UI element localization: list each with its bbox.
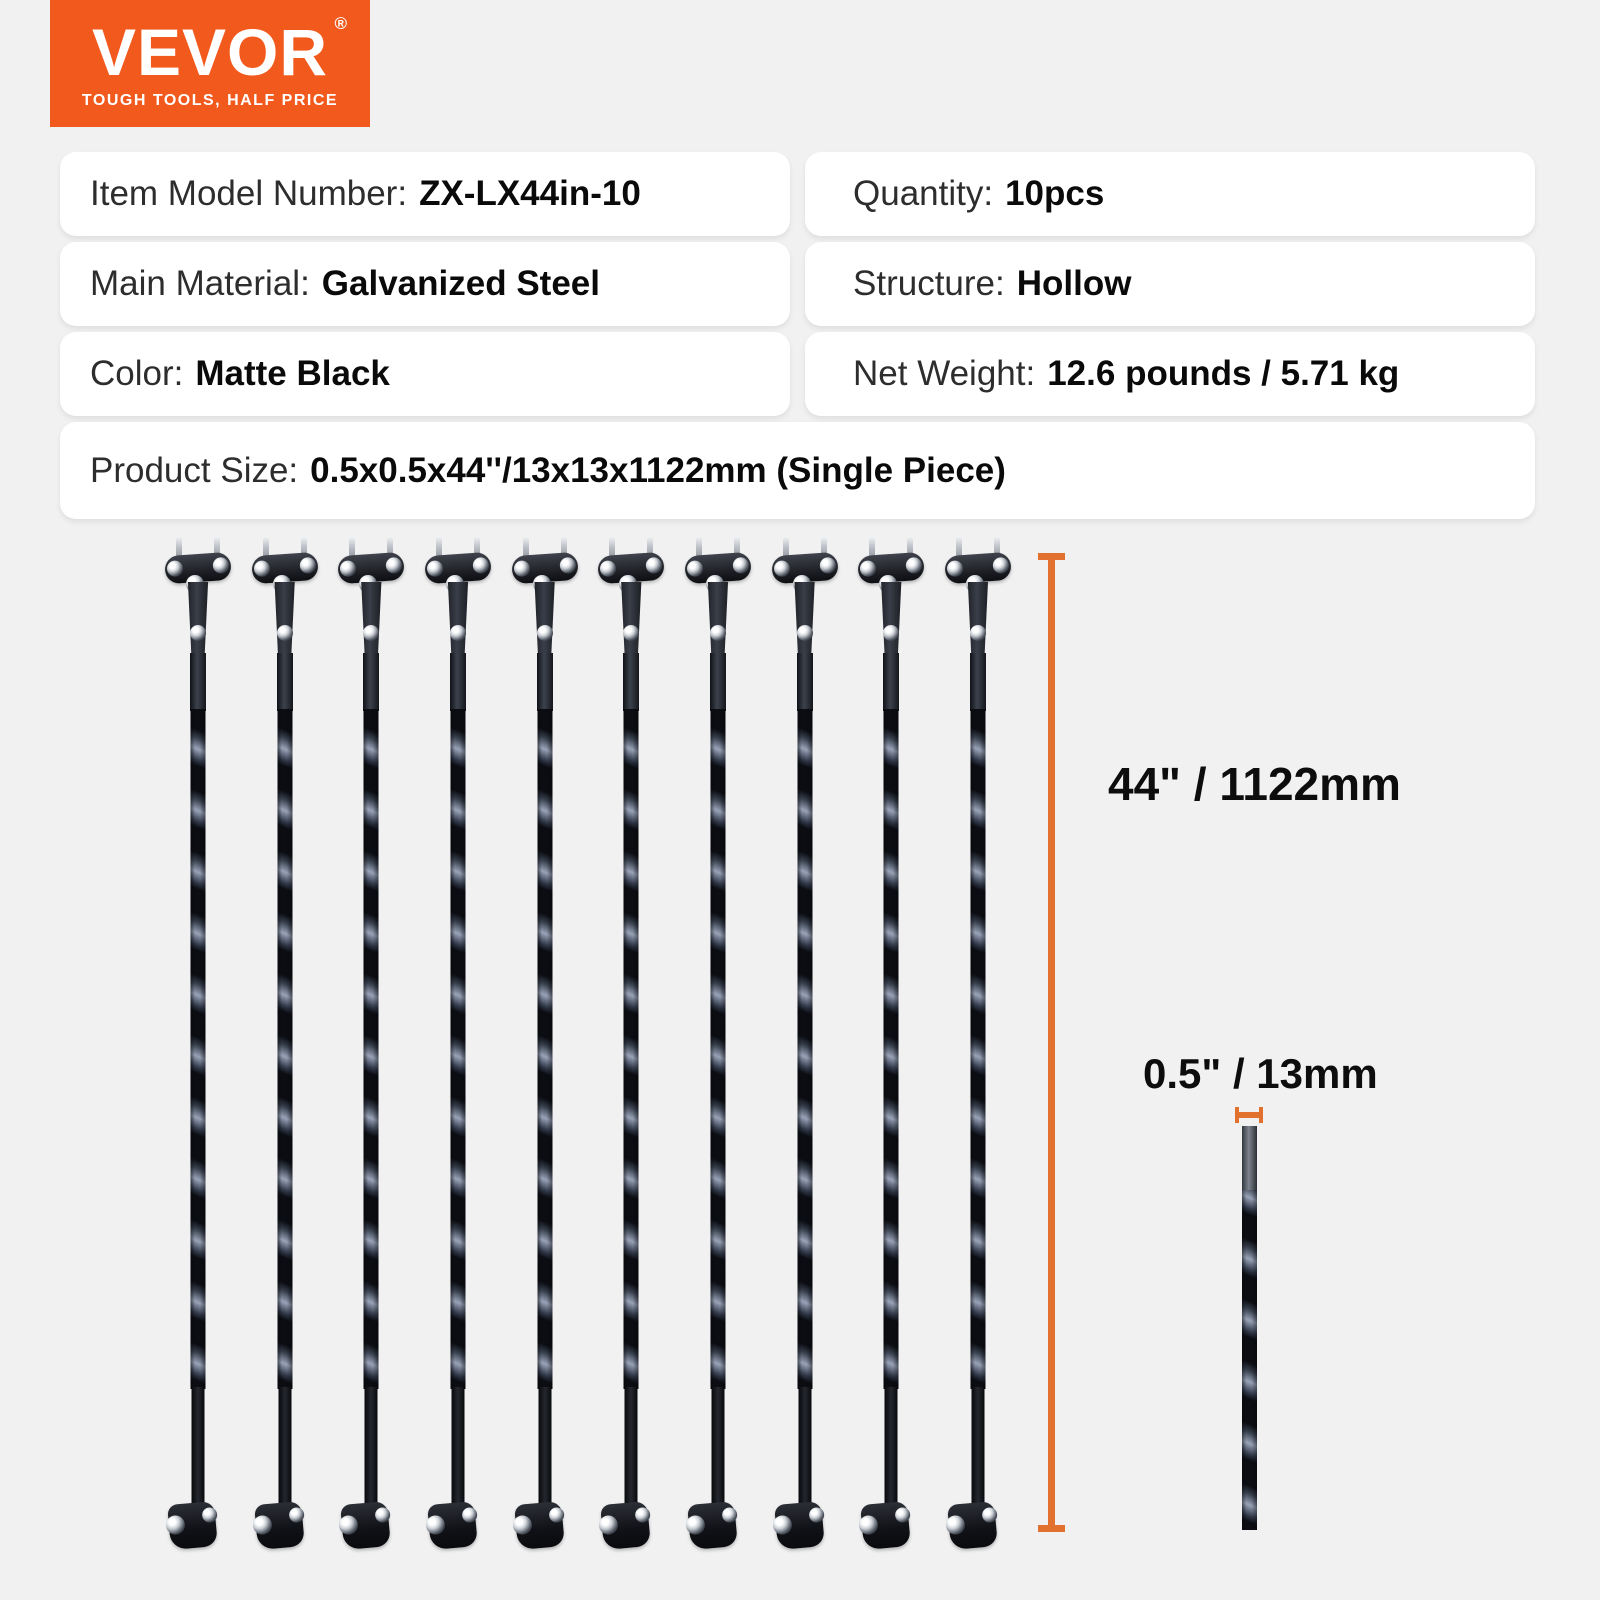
screw [559, 557, 576, 574]
spec-item-model-number [60, 152, 790, 236]
brand-name: VEVOR [91, 15, 329, 89]
spec-value: ZX-LX44in-10 [419, 174, 641, 213]
baluster-twist-section [710, 709, 725, 1389]
screw [773, 560, 790, 577]
baluster [328, 537, 414, 1549]
spec-quantity [805, 152, 1535, 236]
screw [732, 557, 749, 574]
screw [721, 1507, 737, 1523]
screw [512, 1515, 533, 1536]
height-measure-label: 44" / 1122mm [1108, 758, 1401, 810]
bottom-bracket [860, 1501, 911, 1550]
baluster-square-end [278, 1387, 291, 1507]
screw [808, 1507, 824, 1523]
baluster [415, 537, 501, 1549]
baluster-square-end [190, 653, 206, 711]
product-photo [0, 520, 1600, 1600]
screw [635, 1507, 651, 1523]
baluster-square-end [883, 653, 899, 711]
spec-label: Item Model Number: [90, 174, 408, 213]
screw [165, 1515, 186, 1536]
bottom-bracket [514, 1501, 565, 1550]
bracket-neck [446, 582, 470, 654]
baluster-twist-section [277, 709, 292, 1389]
spec-value: Hollow [1016, 264, 1132, 303]
bracket-neck [533, 582, 557, 654]
baluster [588, 537, 674, 1549]
baluster-square-end [538, 1387, 551, 1507]
spec-label: Structure: [853, 264, 1005, 303]
screw [797, 625, 813, 641]
screw [981, 1507, 997, 1523]
bracket-neck [186, 582, 210, 654]
bracket-neck [706, 582, 730, 654]
brand-tagline: TOUGH TOOLS, HALF PRICE [81, 92, 339, 109]
spec-structure [805, 242, 1535, 326]
screw [340, 560, 357, 577]
baluster-twist-section [450, 709, 465, 1389]
spec-label: Product Size: [90, 450, 299, 490]
bottom-bracket [427, 1501, 478, 1550]
screw [190, 625, 206, 641]
baluster-twist-section [364, 709, 379, 1389]
width-measure-bracket [1235, 1107, 1263, 1123]
spec-value: 0.5x0.5x44''/13x13x1122mm (Single Piece) [310, 450, 1006, 490]
bottom-bracket [774, 1501, 825, 1550]
baluster-square-end [885, 1387, 898, 1507]
baluster-square-end [192, 1387, 205, 1507]
baluster-square-end [450, 653, 466, 711]
screw [253, 560, 270, 577]
spec-main-material [60, 242, 790, 326]
screw [710, 625, 726, 641]
spec-color [60, 332, 790, 416]
bracket-neck [273, 582, 297, 654]
screw [945, 1515, 966, 1536]
baluster-twist-section [797, 709, 812, 1389]
screw [288, 1507, 304, 1523]
baluster-square-end [623, 653, 639, 711]
screw [819, 557, 836, 574]
screw [166, 560, 183, 577]
screw [252, 1515, 273, 1536]
screw [685, 1515, 706, 1536]
screw [461, 1507, 477, 1523]
baluster-twist-section [191, 709, 206, 1389]
spec-value: Matte Black [195, 354, 390, 393]
baluster-square-end [365, 1387, 378, 1507]
baluster-square-end [537, 653, 553, 711]
spec-product-size [60, 422, 1535, 519]
brand-wordmark [91, 14, 349, 89]
baluster-square-end [798, 1387, 811, 1507]
spec-value: Galvanized Steel [321, 264, 600, 303]
baluster [155, 537, 241, 1549]
screw [946, 560, 963, 577]
screw [338, 1515, 359, 1536]
spec-value: 12.6 pounds / 5.71 kg [1047, 354, 1400, 393]
baluster-square-end [710, 653, 726, 711]
spec-label: Net Weight: [853, 354, 1036, 393]
bottom-bracket [600, 1501, 651, 1550]
screw [646, 557, 663, 574]
baluster [848, 537, 934, 1549]
screw [212, 557, 229, 574]
screw [450, 625, 466, 641]
height-measure-line [1048, 553, 1055, 1532]
bottom-bracket [254, 1501, 305, 1550]
baluster-square-end [1242, 1126, 1257, 1190]
screw [860, 560, 877, 577]
baluster-twist-section [970, 709, 985, 1389]
baluster-square-end [797, 653, 813, 711]
baluster [242, 537, 328, 1549]
screw [513, 560, 530, 577]
bracket-neck [619, 582, 643, 654]
screw [858, 1515, 879, 1536]
spec-label: Main Material: [90, 264, 310, 303]
screw [548, 1507, 564, 1523]
screw [386, 557, 403, 574]
baluster-row [155, 537, 1021, 1549]
bottom-bracket [340, 1501, 391, 1550]
spec-net-weight [805, 332, 1535, 416]
single-baluster-closeup [1242, 1126, 1257, 1530]
spec-grid [60, 152, 1535, 519]
screw [686, 560, 703, 577]
baluster-square-end [625, 1387, 638, 1507]
bracket-neck [793, 582, 817, 654]
screw [375, 1507, 391, 1523]
baluster-twist-section [537, 709, 552, 1389]
screw [906, 557, 923, 574]
screw [772, 1515, 793, 1536]
screw [537, 625, 553, 641]
screw [425, 1515, 446, 1536]
baluster [935, 537, 1021, 1549]
screw [992, 557, 1009, 574]
baluster-square-end [277, 653, 293, 711]
bottom-bracket [687, 1501, 738, 1550]
screw [895, 1507, 911, 1523]
registered-trademark-icon: ® [334, 14, 349, 33]
baluster-twist-section [624, 709, 639, 1389]
baluster-twist-section [1242, 1190, 1257, 1530]
vevor-logo [50, 0, 370, 127]
width-measure-label: 0.5" / 13mm [1143, 1050, 1378, 1097]
baluster [675, 537, 761, 1549]
screw [600, 560, 617, 577]
baluster-square-end [970, 653, 986, 711]
screw [970, 625, 986, 641]
bracket-neck [359, 582, 383, 654]
baluster-square-end [363, 653, 379, 711]
screw [277, 625, 293, 641]
baluster-square-end [451, 1387, 464, 1507]
spec-label: Color: [90, 354, 184, 393]
bottom-bracket [947, 1501, 998, 1550]
baluster-twist-section [884, 709, 899, 1389]
baluster [502, 537, 588, 1549]
spec-value: 10pcs [1005, 174, 1105, 213]
baluster [762, 537, 848, 1549]
baluster-square-end [971, 1387, 984, 1507]
baluster-square-end [711, 1387, 724, 1507]
screw [299, 557, 316, 574]
bottom-bracket [167, 1501, 218, 1550]
spec-label: Quantity: [853, 174, 994, 213]
screw [202, 1507, 218, 1523]
bracket-neck [966, 582, 990, 654]
screw [426, 560, 443, 577]
screw [472, 557, 489, 574]
screw [598, 1515, 619, 1536]
bracket-neck [879, 582, 903, 654]
